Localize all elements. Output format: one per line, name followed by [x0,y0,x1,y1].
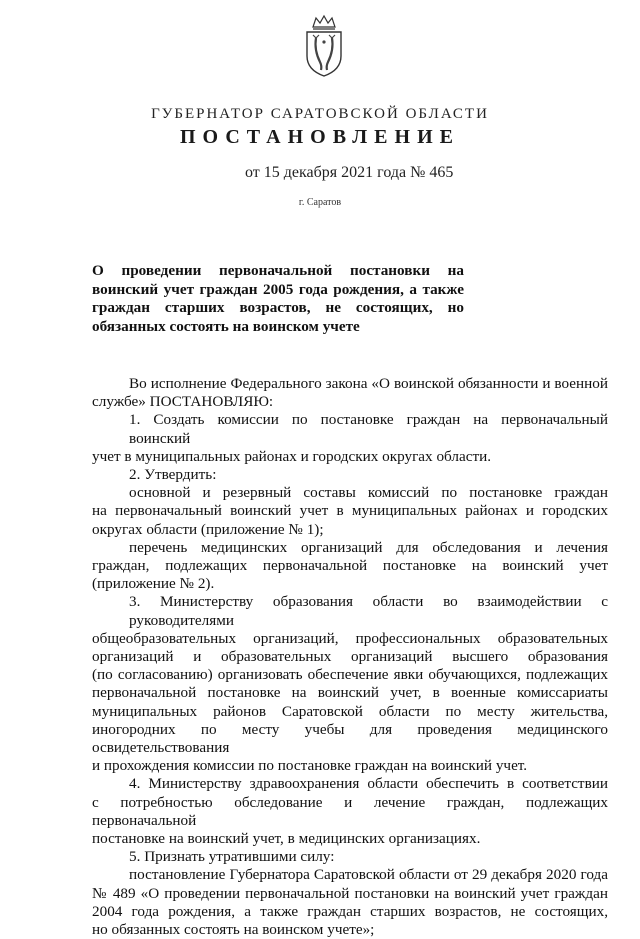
body-line: (по согласованию) организовать обеспечение явки обучающихся, подлежащих [92,666,608,684]
body-line: 2. Утвердить: [129,466,217,484]
body-line: общеобразовательных организаций, профессиональных образовательных [92,629,608,647]
body-line: 3. Министерству образования области во взаимодействии с руководителями [129,593,608,629]
body-line: на первоначальный воинский учет в муниципальных районах и городских [92,502,608,520]
body-line: основной и резервный составы комиссий по постановке граждан [129,484,608,502]
body-line: 5. Признать утратившими силу: [129,848,335,866]
document-type: ПОСТАНОВЛЕНИЕ [180,126,460,148]
body-line: и прохождения комиссии по постановке граждан на воинский учет. [92,757,528,775]
body-line: но обязанных состоять на воинском учете»; [92,921,375,939]
body-line: службе» ПОСТАНОВЛЯЮ: [92,393,274,411]
body-line: учет в муниципальных районах и городских округах области. [92,447,492,465]
coat-of-arms-icon [302,14,346,78]
body-line: перечень медицинских организаций для обследования и лечения [129,538,608,556]
body-line: с потребностью обследование и лечение граждан, подлежащих первоначальной [92,793,608,829]
body-line: иногородних по месту учебы для проведения медицинского освидетельствования [92,720,608,757]
body-line: постановке на воинский учет, в медицинских организациях. [92,830,481,848]
body-line: муниципальных районов Саратовской области по месту жительства, [92,702,608,720]
body-line: (приложение № 2). [92,575,215,593]
body-line: 1. Создать комиссии по постановке граждан на первоначальный воинский [129,411,608,447]
document-date-number: от 15 декабря 2021 года № 465 [245,164,454,181]
body-line: 2004 года рождения, а также граждан старших возрастов, не состоящих, [92,902,608,920]
document-body [92,375,608,939]
body-line: первоначальной постановке на воинский учет, в военные комиссариаты [92,684,608,702]
issuer-title: ГУБЕРНАТОР САРАТОВСКОЙ ОБЛАСТИ [151,106,489,122]
document-city: г. Саратов [298,197,342,208]
body-line: округах области (приложение № 1); [92,520,324,538]
document-subject: О проведении первоначальной постановки на воинский учет граждан 2005 года рождения, а также граждан старших возрастов, не состоящих, но обязанных состоять на воинском учете [92,262,464,335]
body-line: граждан, подлежащих первоначальной постановке на воинский учет [92,557,608,575]
body-line: организаций и образовательных организаций высшего образования [92,648,608,666]
body-line: № 489 «О проведении первоначальной постановки на воинский учет граждан [92,884,608,902]
body-line: Во исполнение Федерального закона «О воинской обязанности и военной [129,375,608,392]
body-line: постановление Губернатора Саратовской области от 29 декабря 2020 года [129,866,608,884]
body-line: 4. Министерству здравоохранения области обеспечить в соответствии [129,775,608,793]
